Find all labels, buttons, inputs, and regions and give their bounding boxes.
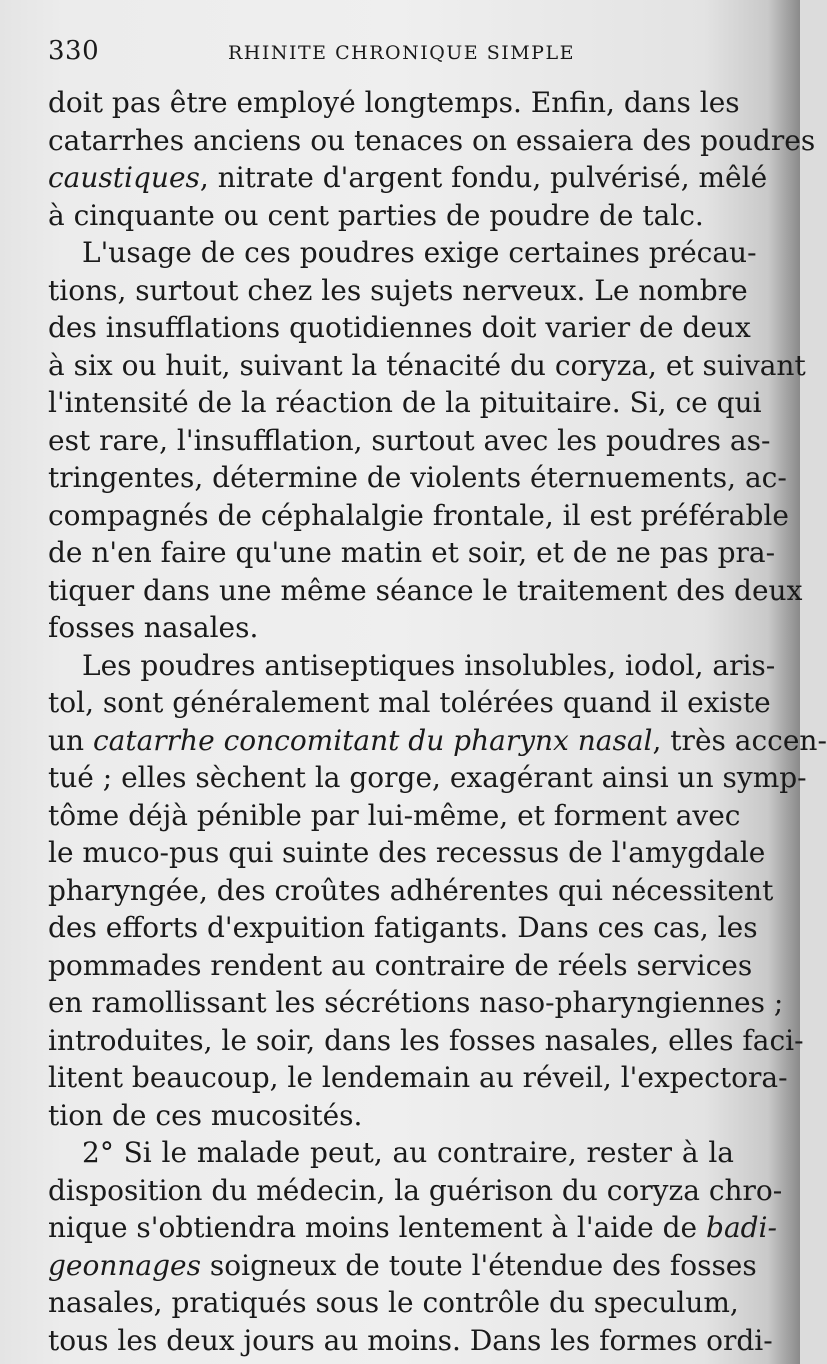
- text-line: [48, 122, 816, 160]
- text-segment: tous les deux jours au moins. Dans les formes ordi-: [48, 1323, 773, 1357]
- text-segment: nique s'obtiendra moins lentement à l'aide de: [48, 1211, 707, 1244]
- text-segment: tôme déjà pénible par lui-même, et forment avec: [48, 798, 741, 832]
- text-line: [48, 309, 751, 347]
- text-line: [48, 947, 753, 985]
- text-line: [48, 347, 806, 385]
- italic-text: geonnages: [48, 1248, 201, 1282]
- text-line: [48, 234, 757, 272]
- text-line: [48, 384, 762, 422]
- text-segment: à cinquante ou cent parties de poudre de talc.: [48, 198, 704, 232]
- text-line: [48, 422, 771, 460]
- text-segment: est rare, l'insufflation, surtout avec les poudres as-: [48, 423, 771, 457]
- text-segment: des efforts d'expuition fatigants. Dans ces cas, les: [48, 911, 758, 944]
- text-line: [48, 872, 774, 910]
- text-line: [48, 84, 740, 122]
- text-line: [48, 647, 776, 685]
- text-segment: catarrhes anciens ou tenaces on essaiera des poudres: [48, 123, 816, 157]
- text-segment: en ramollissant les sécrétions naso-pharyngiennes ;: [48, 986, 784, 1019]
- page-number: 330: [48, 36, 100, 66]
- text-segment: tué ; elles sèchent la gorge, exagérant ainsi un symp-: [48, 761, 807, 794]
- text-line: [48, 834, 766, 872]
- body-text: [48, 84, 827, 1359]
- text-segment: le muco-pus qui suinte des recessus de l'amygdale: [48, 836, 766, 869]
- text-segment: fosses nasales.: [48, 611, 259, 644]
- text-line: [48, 197, 734, 235]
- text-segment: tringentes, détermine de violents éternuements, ac-: [48, 461, 787, 494]
- text-segment: tiquer dans une même séance le traitement des deux: [48, 573, 803, 607]
- text-line: [48, 1322, 773, 1360]
- text-segment: introduites, le soir, dans les fosses nasales, elles faci-: [48, 1023, 804, 1057]
- italic-text: caustiques: [48, 161, 200, 194]
- text-segment: Les poudres antiseptiques insolubles, iodol, aris-: [82, 648, 776, 682]
- text-segment: , nitrate d'argent fondu, pulvérisé, mêlé: [199, 161, 768, 194]
- text-line: [48, 534, 776, 572]
- text-line: [48, 272, 748, 310]
- text-segment: de n'en faire qu'une matin et soir, et de ne pas pra-: [48, 536, 776, 569]
- text-segment: un: [48, 723, 93, 757]
- text-line: [48, 797, 741, 835]
- text-segment: pommades rendent au contraire de réels services: [48, 948, 753, 982]
- text-line: [48, 459, 787, 497]
- text-segment: 2° Si le malade peut, au contraire, rester à la: [82, 1136, 734, 1169]
- text-line: [48, 722, 827, 760]
- text-segment: tion de ces mucosités.: [48, 1098, 363, 1132]
- text-segment: tol, sont généralement mal tolérées quand il existe: [48, 686, 771, 719]
- italic-text: badi-: [706, 1211, 777, 1244]
- text-line: [48, 1097, 734, 1135]
- running-head: RHINITE CHRONIQUE SIMPLE: [228, 42, 575, 64]
- text-segment: soigneux de toute l'étendue des fosses: [200, 1248, 757, 1282]
- text-segment: disposition du médecin, la guérison du coryza chro-: [48, 1173, 783, 1207]
- page-header: [48, 36, 760, 76]
- text-line: [48, 759, 807, 797]
- text-line: [48, 497, 789, 535]
- text-line: [48, 1022, 804, 1060]
- text-line: [48, 572, 803, 610]
- text-line: [48, 609, 734, 647]
- text-line: [48, 684, 771, 722]
- text-segment: à six ou huit, suivant la ténacité du coryza, et suivant: [48, 348, 806, 382]
- text-line: [48, 159, 768, 197]
- text-line: [48, 909, 758, 947]
- text-line: [48, 1134, 734, 1172]
- text-segment: litent beaucoup, le lendemain au réveil, l'expectora-: [48, 1061, 788, 1094]
- text-segment: compagnés de céphalalgie frontale, il est préférable: [48, 498, 789, 532]
- text-segment: doit pas être employé longtemps. Enfin, dans les: [48, 86, 740, 119]
- text-segment: , très accen-: [652, 723, 827, 757]
- text-line: [48, 1284, 739, 1322]
- text-line: [48, 984, 784, 1022]
- text-segment: L'usage de ces poudres exige certaines précau-: [82, 236, 757, 269]
- text-line: [48, 1059, 788, 1097]
- italic-text: catarrhe concomitant du pharynx nasal: [92, 723, 653, 757]
- text-line: [48, 1247, 757, 1285]
- text-segment: l'intensité de la réaction de la pituitaire. Si, ce qui: [48, 386, 762, 419]
- text-segment: nasales, pratiqués sous le contrôle du speculum,: [48, 1286, 739, 1319]
- text-line: [48, 1209, 777, 1247]
- text-segment: pharyngée, des croûtes adhérentes qui nécessitent: [48, 873, 774, 907]
- text-line: [48, 1172, 783, 1210]
- text-segment: des insufflations quotidiennes doit varier de deux: [48, 311, 751, 344]
- text-segment: tions, surtout chez les sujets nerveux. Le nombre: [48, 273, 748, 307]
